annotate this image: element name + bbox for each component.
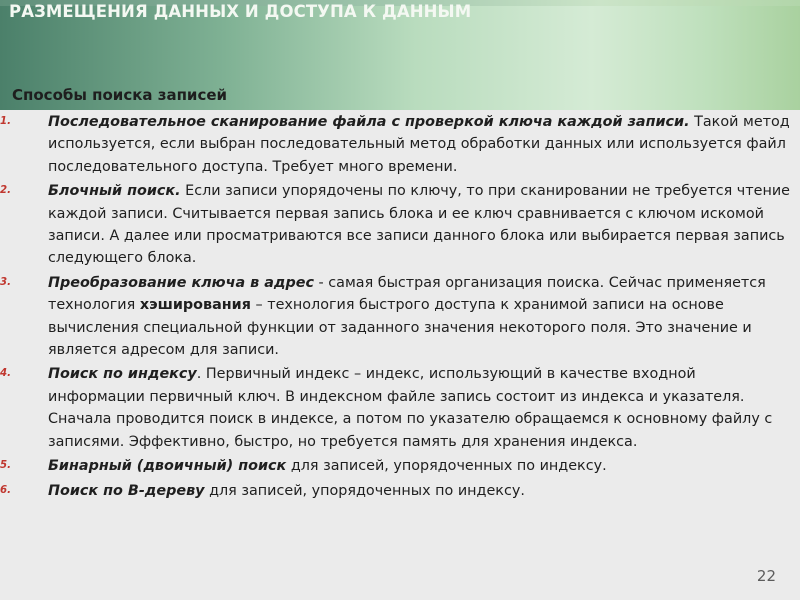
item-term: Бинарный (двоичный) поиск [48,458,287,475]
item-text: для записей, упорядоченных по индексу. [286,458,607,475]
item-text: для записей, упорядоченных по индексу. [204,482,525,499]
item-term: Поиск по B-дереву [48,482,205,499]
item-number: 1. [0,116,11,127]
item-number: 5. [0,460,11,472]
item-number: 3. [0,276,11,288]
item-text: Такой метод используется, если выбран последовательный метод обработки данных или используется файл последовательного доступа. Требует много времени. [48,114,790,175]
item-text: Если записи упорядочены по ключу, то при сканировании не требуется чтение каждой записи. Считывается первая запись блока и ее ключ сравнивается с ключом искомой записи. А далее или просматриваются все записи данного блока или выбирается первая запись следующего блока. [48,183,790,267]
item-term: Преобразование ключа в адрес [48,274,314,291]
list-item [0,111,790,178]
item-term: Поиск по индексу [48,366,197,383]
item-term: Блочный поиск. [48,183,181,200]
list-item [0,480,790,502]
item-number: 2. [0,185,11,197]
search-methods-list [0,111,790,504]
list-item [0,272,790,362]
item-number: 4. [0,368,11,380]
item-number: 6. [0,484,11,496]
slide-subtitle: Способы поиска записей [12,86,228,104]
item-strong-term: хэширования [139,297,251,314]
item-text-part: - самая быстрая организация поиска. Сейчас применяется технология [48,274,766,314]
list-item [0,363,790,453]
item-text: . Первичный индекс – индекс, использующий в качестве входной информации первичный ключ. В индексном файле запись состоит из индекса и указателя. Сначала проводится поиск в индексе, а потом по указателю обращаемся к основному файлу с записями. Эффективно, быстро, но требуется память для хранения индекса. [48,366,773,450]
list-item [0,180,790,270]
item-text-part: – технология быстрого доступа к хранимой записи на основе вычисления специальной функции от заданного значения некоторого поля. Это значение и является адресом для записи. [48,297,752,359]
slide-title: РАЗМЕЩЕНИЯ ДАННЫХ И ДОСТУПА К ДАННЫМ [9,2,472,21]
item-term: Последовательное сканирование файла с проверкой ключа каждой записи. [48,114,690,130]
page-number: 22 [756,567,776,585]
list-item [0,455,790,477]
